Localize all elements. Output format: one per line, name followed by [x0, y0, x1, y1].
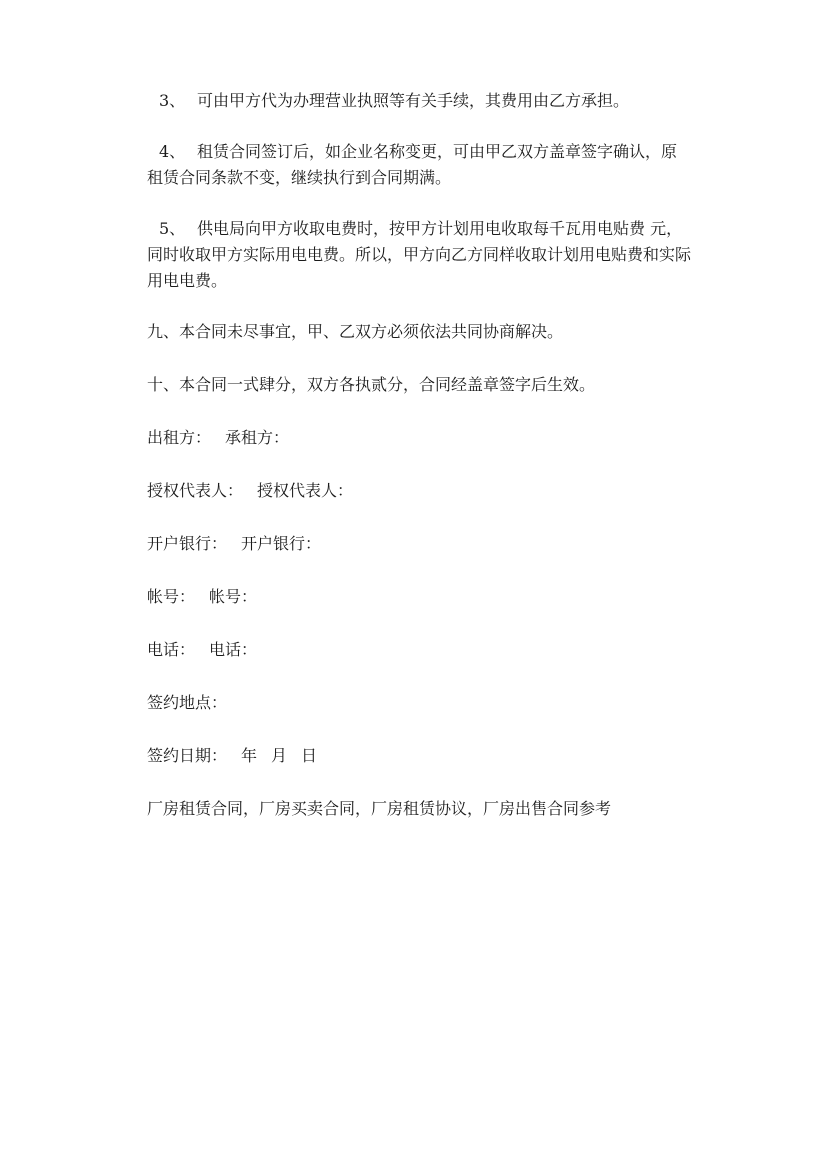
clause-5 [147, 216, 707, 294]
representative-label-b: 授权代表人： [257, 481, 354, 500]
account-line [147, 584, 707, 610]
signing-place-label: 签约地点： [147, 693, 228, 712]
bank-label-a: 开户银行： [147, 534, 228, 553]
clause-number: 3、 [159, 91, 186, 110]
account-label-b: 帐号： [209, 587, 258, 606]
clause-text-line: 供电局向甲方收取电费时，按甲方计划用电收取每千瓦用电贴费 元， [197, 219, 683, 238]
clause-text-line: 租赁合同条款不变，继续执行到合同期满。 [147, 168, 452, 187]
phone-label-b: 电话： [209, 640, 258, 659]
clause-text-line: 用电电费。 [147, 271, 228, 290]
place-line [147, 690, 707, 716]
phone-line [147, 637, 707, 663]
bank-line [147, 531, 707, 557]
signing-date-label: 签约日期： [147, 746, 228, 765]
party-line [147, 425, 707, 451]
clause-3 [147, 88, 707, 114]
keywords-line: 厂房租赁合同，厂房买卖合同，厂房租赁协议，厂房出售合同参考 [147, 799, 612, 818]
lessee-label: 承租方： [225, 428, 290, 447]
date-month: 月 [271, 746, 288, 765]
representative-label-a: 授权代表人： [147, 481, 244, 500]
representative-line [147, 478, 707, 504]
article-ten: 十、本合同一式肆分，双方各执贰分，合同经盖章签字后生效。 [147, 375, 596, 394]
clause-text: 可由甲方代为办理营业执照等有关手续，其费用由乙方承担。 [197, 91, 630, 110]
date-line [147, 743, 707, 769]
clause-text-line: 同时收取甲方实际用电电费。所以，甲方向乙方同样收取计划用电贴费和实际 [147, 245, 692, 264]
bank-label-b: 开户银行： [241, 534, 322, 553]
article-nine: 九、本合同未尽事宜，甲、乙双方必须依法共同协商解决。 [147, 322, 564, 341]
clause-text-line: 租赁合同签订后，如企业名称变更，可由甲乙双方盖章签字确认，原 [197, 142, 678, 161]
date-day: 日 [301, 746, 318, 765]
phone-label-a: 电话： [147, 640, 196, 659]
lessor-label: 出租方： [147, 428, 212, 447]
account-label-a: 帐号： [147, 587, 196, 606]
clause-number: 4、 [159, 142, 186, 161]
clause-number: 5、 [159, 219, 186, 238]
document-body [147, 88, 707, 849]
clause-4 [147, 139, 707, 191]
date-year: 年 [241, 746, 258, 765]
